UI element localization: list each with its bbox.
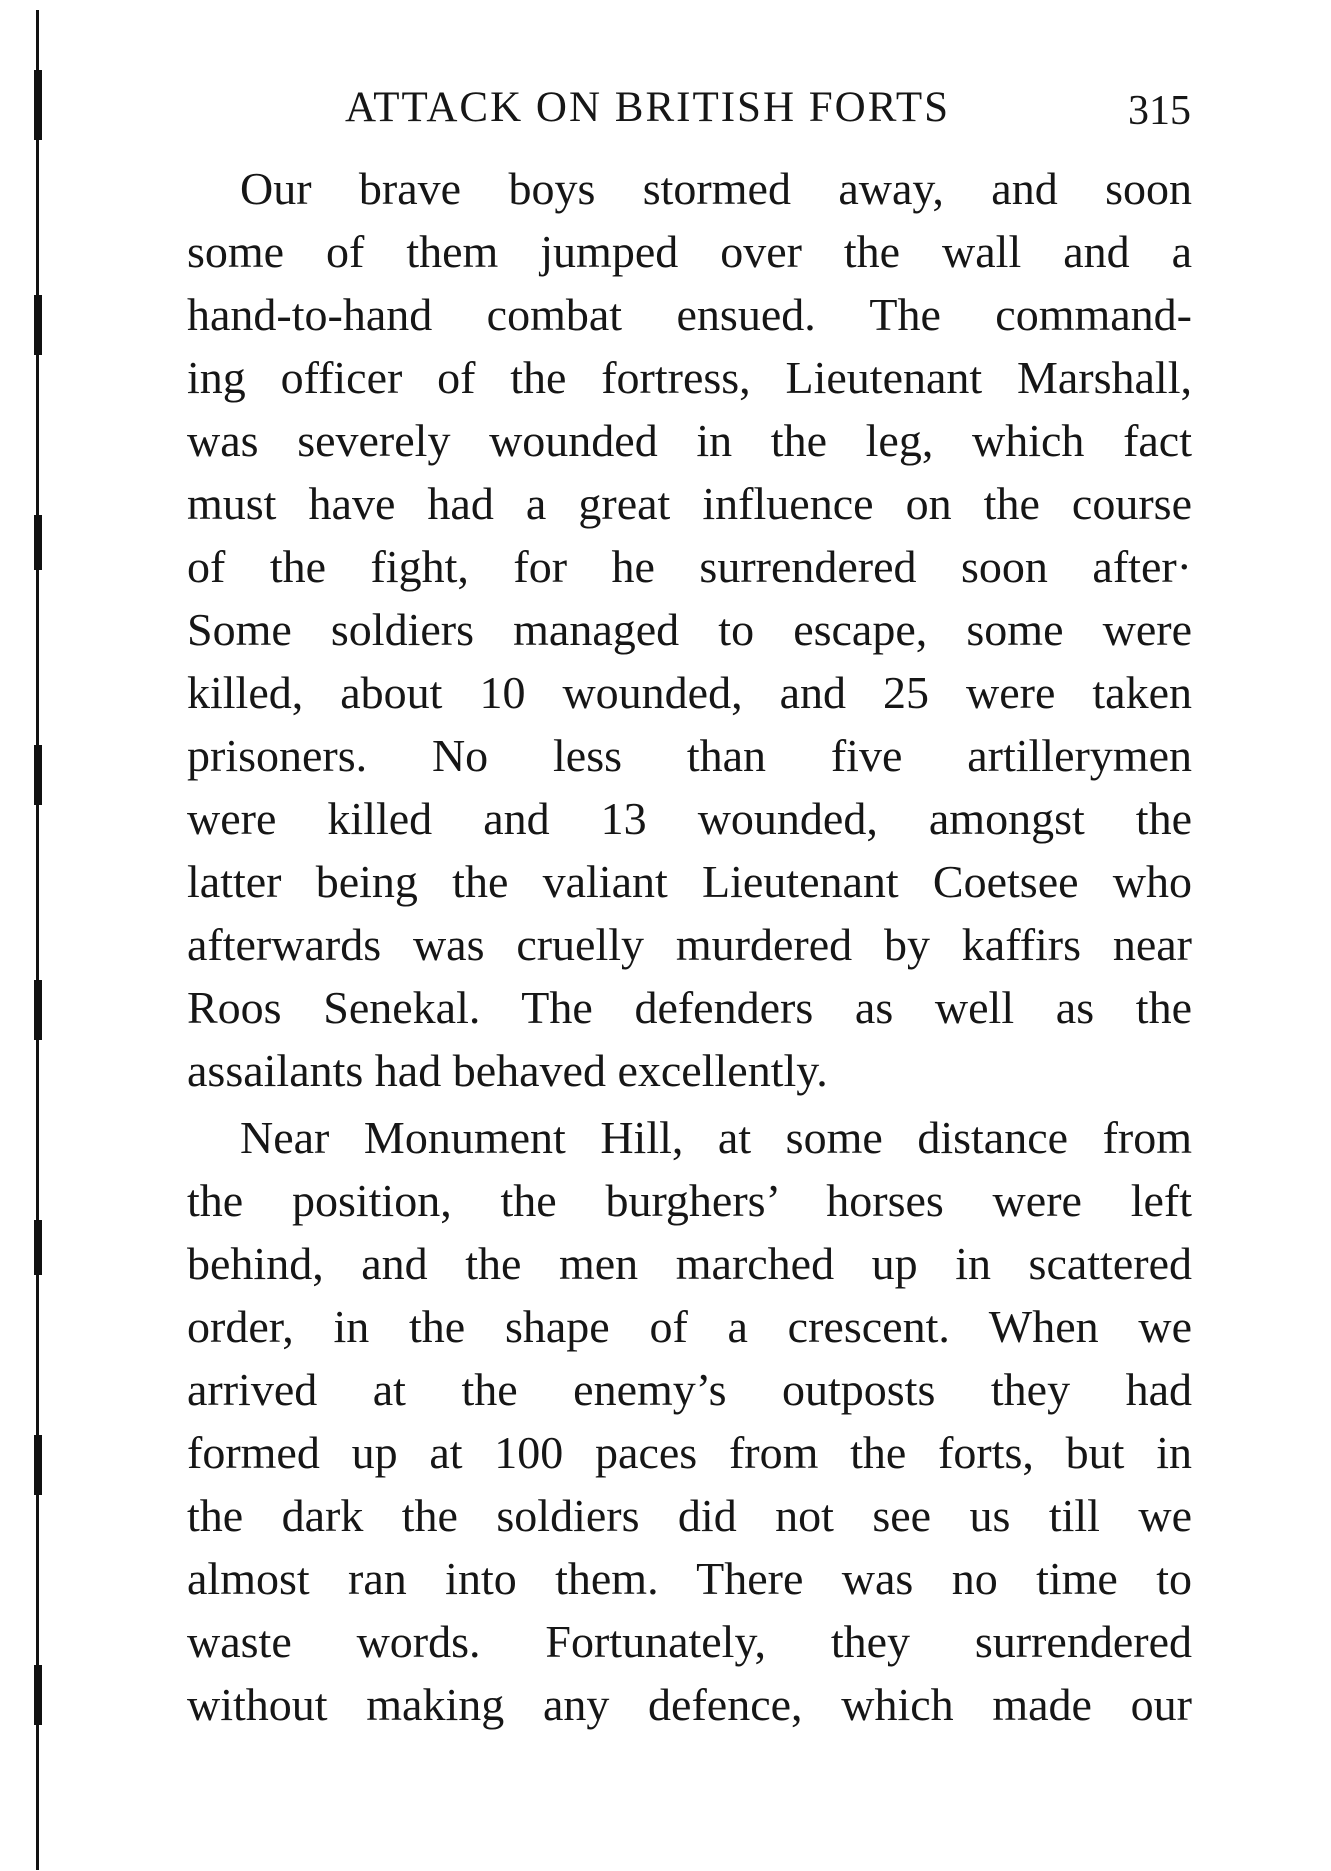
running-title: ATTACK ON BRITISH FORTS <box>345 84 950 131</box>
text-line: some of them jumped over the wall and a <box>187 226 1192 277</box>
page-number: 315 <box>1128 88 1191 134</box>
text-line: the position, the burghers’ horses were left <box>187 1175 1192 1226</box>
text-line: without making any defence, which made our <box>187 1679 1192 1730</box>
text-line: Roos Senekal. The defenders as well as the <box>187 982 1192 1033</box>
text-line: killed, about 10 wounded, and 25 were taken <box>187 667 1192 718</box>
text-line: Some soldiers managed to escape, some were <box>187 604 1192 655</box>
text-line: latter being the valiant Lieutenant Coetsee who <box>187 856 1192 907</box>
text-line: assailants had behaved excellently. <box>187 1045 828 1096</box>
text-line: arrived at the enemy’s outposts they had <box>187 1364 1192 1415</box>
text-line: the dark the soldiers did not see us till we <box>187 1490 1192 1541</box>
text-line: of the fight, for he surrendered soon after· <box>187 541 1192 592</box>
text-line: waste words. Fortunately, they surrendered <box>187 1616 1192 1667</box>
text-line: prisoners. No less than five artillerymen <box>187 730 1192 781</box>
text-line: behind, and the men marched up in scattered <box>187 1238 1192 1289</box>
text-line: afterwards was cruelly murdered by kaffirs near <box>187 919 1192 970</box>
text-line: were killed and 13 wounded, amongst the <box>187 793 1192 844</box>
text-line: formed up at 100 paces from the forts, but in <box>187 1427 1192 1478</box>
text-line: hand-to-hand combat ensued. The command- <box>187 289 1192 340</box>
text-line: was severely wounded in the leg, which fact <box>187 415 1192 466</box>
text-line: Our brave boys stormed away, and soon <box>240 163 1192 214</box>
text-line: order, in the shape of a crescent. When we <box>187 1301 1192 1352</box>
text-line: almost ran into them. There was no time to <box>187 1553 1192 1604</box>
text-line: Near Monument Hill, at some distance from <box>240 1112 1192 1163</box>
text-line: ing officer of the fortress, Lieutenant Marshall, <box>187 352 1192 403</box>
text-line: must have had a great influence on the course <box>187 478 1192 529</box>
